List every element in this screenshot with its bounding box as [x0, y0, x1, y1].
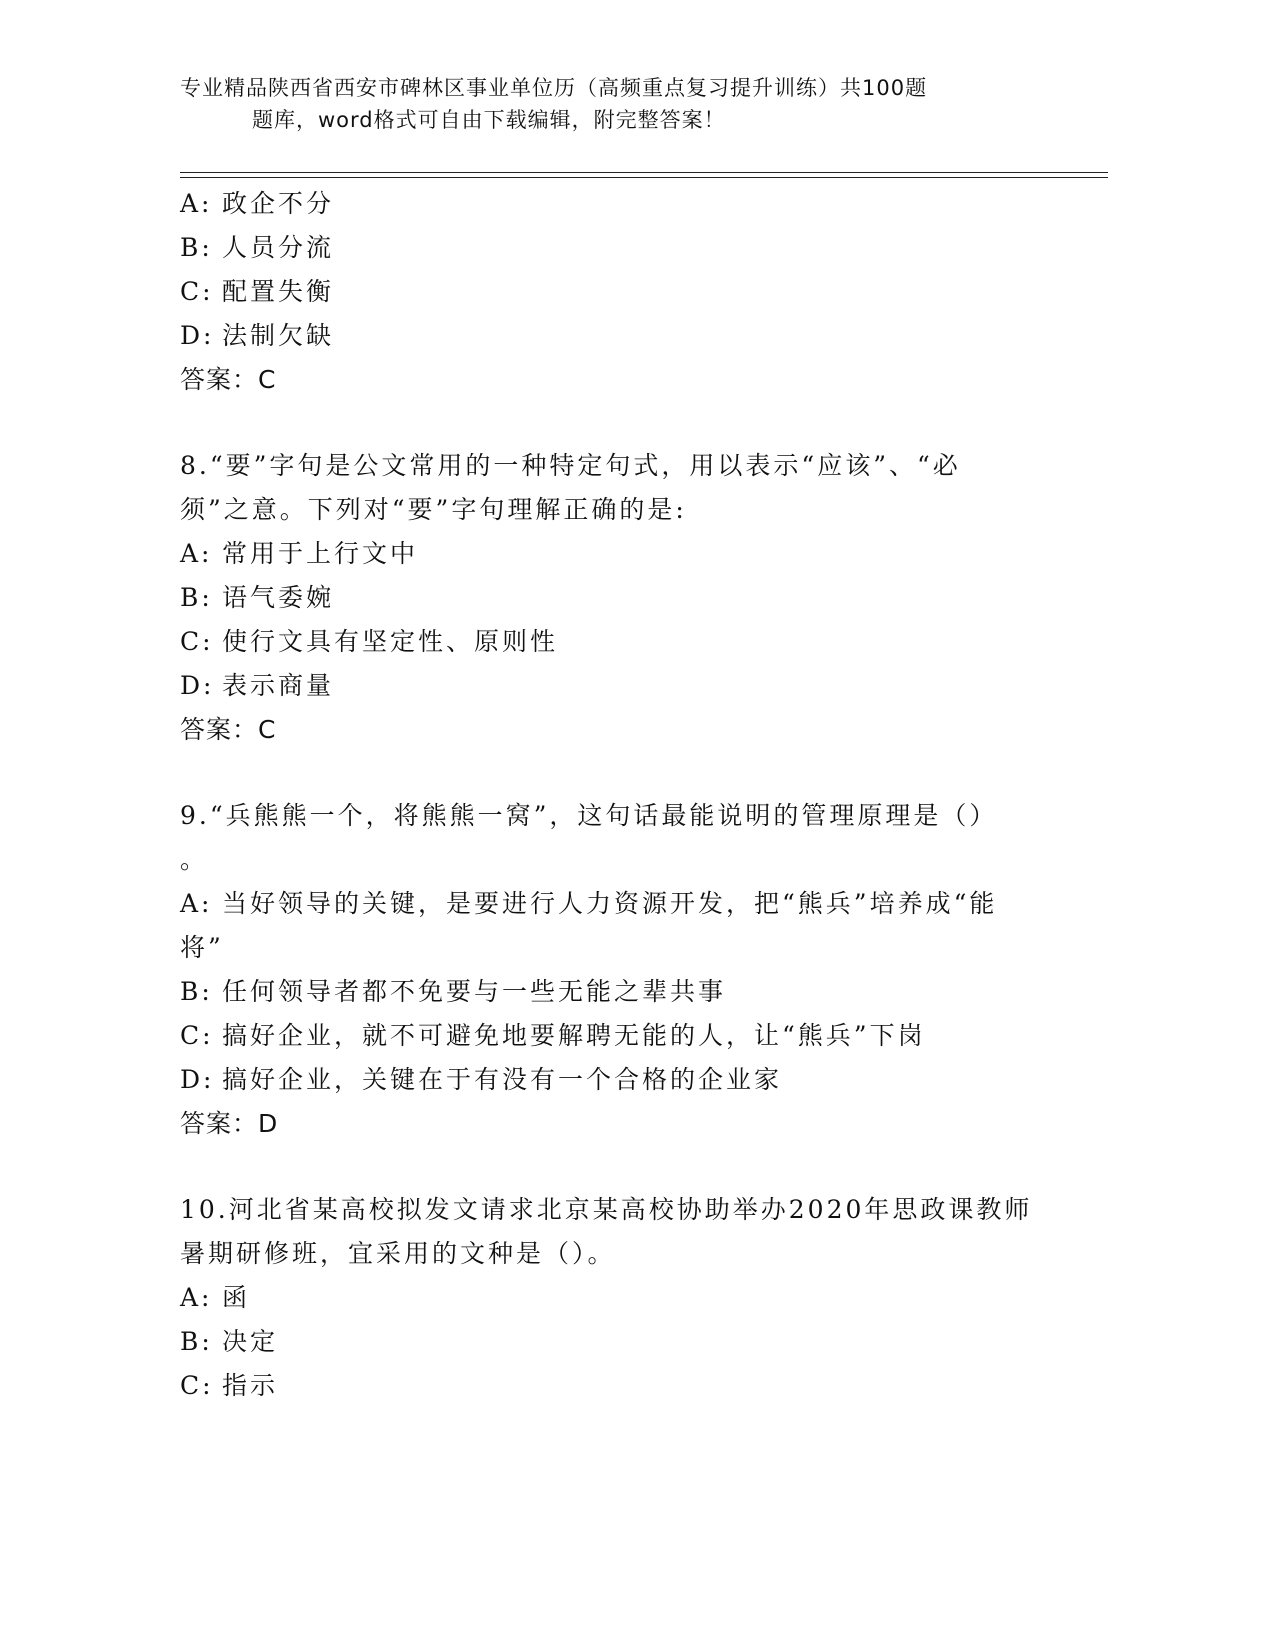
option-text: 使行文具有坚定性、原则性 — [222, 627, 559, 656]
option-a — [180, 882, 1040, 926]
option-label: D: — [180, 671, 215, 700]
option-label: B: — [180, 1327, 213, 1356]
option-d — [180, 314, 1040, 358]
option-b — [180, 1320, 1040, 1364]
option-text: 语气委婉 — [222, 583, 335, 612]
option-text: 政企不分 — [222, 189, 335, 218]
option-label: B: — [180, 977, 213, 1006]
option-d — [180, 1058, 1040, 1102]
option-label: C: — [180, 1021, 214, 1050]
option-c — [180, 620, 1040, 664]
answer-line: 答案：D — [180, 1109, 279, 1138]
option-text: 指示 — [222, 1371, 279, 1400]
option-text: 函 — [222, 1283, 251, 1312]
option-label: A: — [180, 189, 213, 218]
option-text: 表示商量 — [222, 671, 335, 700]
option-label: A: — [180, 1283, 213, 1312]
option-label: B: — [180, 583, 213, 612]
option-text: 决定 — [222, 1327, 279, 1356]
header-divider-bottom — [180, 177, 1108, 178]
question-10 — [180, 1188, 1040, 1408]
answer-line: 答案：C — [180, 365, 277, 394]
option-c — [180, 270, 1040, 314]
header-divider-top — [180, 172, 1108, 173]
question-9 — [180, 794, 1040, 1146]
option-label: D: — [180, 321, 215, 350]
question-text-line-2: 暑期研修班，宜采用的文种是（）。 — [180, 1239, 616, 1268]
header-line-1: 专业精品陕西省西安市碑林区事业单位历（高频重点复习提升训练）共100题 — [180, 76, 928, 100]
option-c — [180, 1364, 1040, 1408]
option-a — [180, 1276, 1040, 1320]
spacer — [180, 402, 1040, 444]
option-label: C: — [180, 277, 214, 306]
option-label: C: — [180, 627, 214, 656]
option-b — [180, 970, 1040, 1014]
option-text: 搞好企业，就不可避免地要解聘无能的人，让“熊兵”下岗 — [222, 1021, 926, 1050]
option-label: D: — [180, 1065, 215, 1094]
option-d — [180, 664, 1040, 708]
question-text-line-1: 10.河北省某高校拟发文请求北京某高校协助举办2020年思政课教师 — [180, 1195, 1033, 1224]
option-text: 配置失衡 — [222, 277, 335, 306]
option-a — [180, 182, 1040, 226]
option-label: B: — [180, 233, 213, 262]
question-text-line-2: 。 — [180, 845, 209, 874]
option-text: 当好领导的关键，是要进行人力资源开发，把“熊兵”培养成“能 — [222, 889, 998, 918]
question-text-line-2: 须”之意。下列对“要”字句理解正确的是: — [180, 495, 687, 524]
option-a — [180, 532, 1040, 576]
option-text: 任何领导者都不免要与一些无能之辈共事 — [222, 977, 727, 1006]
option-b — [180, 226, 1040, 270]
question-7 — [180, 182, 1040, 402]
option-text: 搞好企业，关键在于有没有一个合格的企业家 — [222, 1065, 783, 1094]
header-line-2: 题库，word格式可自由下载编辑，附完整答案！ — [252, 108, 726, 132]
answer-line: 答案：C — [180, 715, 277, 744]
option-text: 法制欠缺 — [222, 321, 335, 350]
option-b — [180, 576, 1040, 620]
option-text: 人员分流 — [222, 233, 335, 262]
option-text: 常用于上行文中 — [222, 539, 419, 568]
question-text-line-1: 8.“要”字句是公文常用的一种特定句式，用以表示“应该”、“必 — [180, 451, 961, 480]
question-8 — [180, 444, 1040, 752]
document-header — [180, 72, 1080, 136]
document-body — [180, 182, 1040, 1408]
spacer — [180, 752, 1040, 794]
option-label: C: — [180, 1371, 214, 1400]
option-c — [180, 1014, 1040, 1058]
option-a-continued: 将” — [180, 933, 224, 962]
option-label: A: — [180, 539, 213, 568]
spacer — [180, 1146, 1040, 1188]
option-label: A: — [180, 889, 213, 918]
question-text-line-1: 9.“兵熊熊一个，将熊熊一窝”，这句话最能说明的管理原理是（） — [180, 801, 998, 830]
